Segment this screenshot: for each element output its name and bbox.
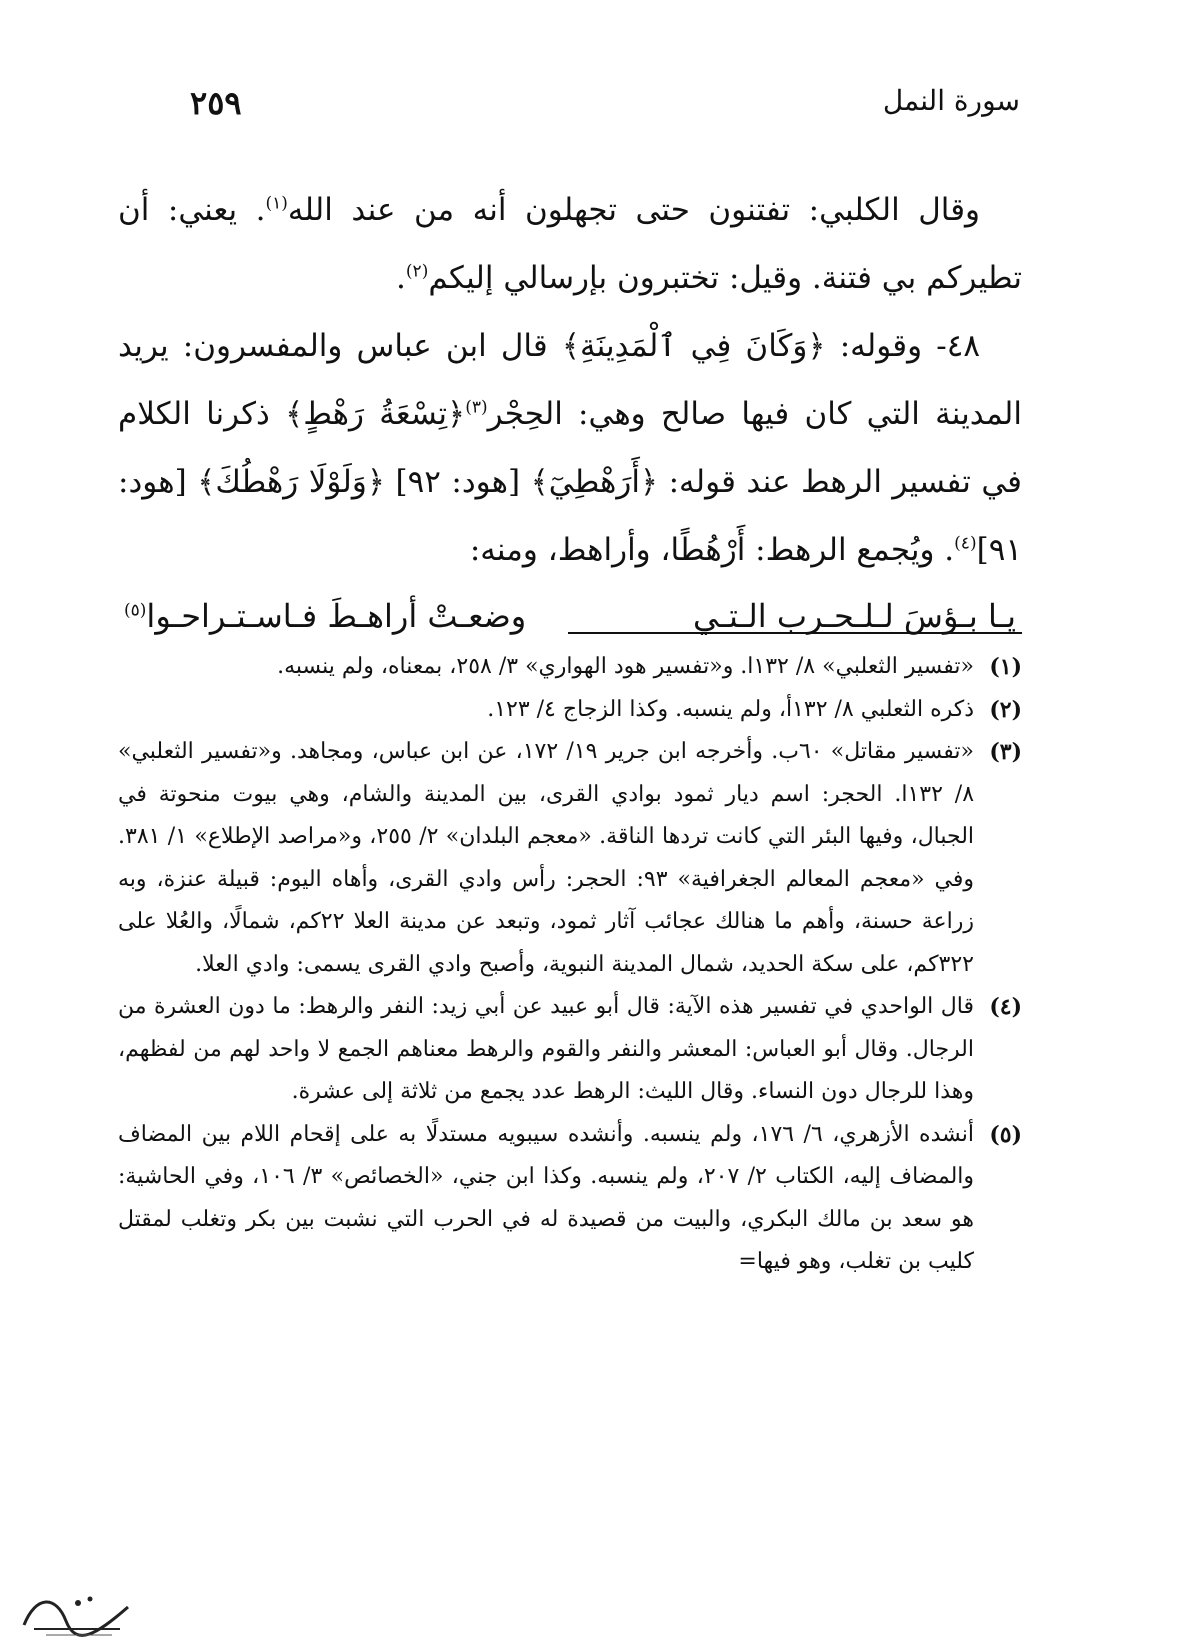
verse-second-hemistich: وضعـتْ أراهـطَ فـاسـتـراحـوا$^{(٥)}$ bbox=[124, 597, 527, 635]
verse-first-hemistich: يـا بـؤسَ لـلـحـرب الـتـي bbox=[692, 597, 1016, 635]
footnote-number: (٤) bbox=[989, 994, 1022, 1020]
page-header bbox=[190, 84, 1020, 128]
footnote-number: (١) bbox=[989, 654, 1022, 680]
footnote-ref: (٢) bbox=[405, 261, 429, 282]
footnote bbox=[118, 689, 1022, 732]
text-segment: ٤٨- وقوله: bbox=[825, 328, 980, 364]
quran-quote: ﴿وَلَوْلَا رَهْطُكَ﴾ bbox=[197, 464, 385, 500]
poetry-verse bbox=[118, 584, 1022, 654]
footnote-ref: (٥) bbox=[124, 600, 147, 621]
quran-quote: ﴿أَرَهْطِيٓ﴾ bbox=[530, 464, 659, 500]
text-segment: قال ابن عباس والمفسرون: يريد المدينة التي كان فيها صالح وهي: الحِجْر bbox=[118, 328, 1022, 432]
paragraph-kalbi bbox=[118, 176, 1022, 312]
footnote-number: (٢) bbox=[989, 696, 1022, 723]
running-title: سورة النمل bbox=[882, 84, 1020, 117]
text-segment: وقال الكلبي: تفتنون حتى تجهلون أنه من عند الله bbox=[287, 192, 980, 228]
footnote-ref: (١) bbox=[265, 193, 288, 214]
footnote-text: أنشده الأزهري، ٦/ ١٧٦، ولم ينسبه. وأنشده سيبويه مستدلًا به على إقحام اللام بين المضاف والمضاف إليه، الكتاب ٢/ ٢٠٧، ولم ينسبه. وكذا ابن جني، «الخصائص» ٣/ ١٠٦، وفي الحاشية: هو سعد بن مالك البكري، والبيت من قصيدة له في الحرب التي نشبت بين بكر وتغلب لمقتل كليب بن تغلب، وهو فيها= bbox=[118, 1121, 975, 1274]
footnote-number: (٥) bbox=[989, 1121, 1022, 1148]
publisher-logo-icon bbox=[16, 1585, 136, 1641]
footnote-text: قال الواحدي في تفسير هذه الآية: قال أبو عبيد عن أبي زيد: النفر والرهط: ما دون العشرة من الرجال. وقال أبو العباس: المعشر والنفر والقوم والرهط معناهم الجمع لا واحد لهم من لفظهم، وهذا للرجال دون النساء. وقال الليث: الرهط عدد يجمع من ثلاثة إلى عشرة. bbox=[118, 994, 974, 1104]
footnote-separator bbox=[568, 632, 1022, 634]
page-number: ٢٥٩ bbox=[190, 84, 242, 122]
text-segment: . يعني: أن تطيركم بي فتنة. وقيل: تختبرون بإرسالي إليكم bbox=[118, 192, 1022, 296]
footnote-ref: (٤) bbox=[954, 533, 977, 554]
quran-quote: ﴿تِسْعَةُ رَهْطٍ﴾ bbox=[285, 396, 466, 432]
footnote bbox=[118, 646, 1022, 689]
quran-quote: ﴿وَكَانَ فِي ٱلْمَدِينَةِ﴾ bbox=[561, 328, 826, 364]
text-segment: [هود: ٩٢] bbox=[385, 464, 531, 500]
text-segment: [هود: ٩١] bbox=[118, 464, 1022, 568]
paragraph-verse-48 bbox=[118, 312, 1022, 584]
footnote-number: (٣) bbox=[989, 739, 1022, 765]
text-segment: ذكرنا الكلام في تفسير الرهط عند قوله: bbox=[118, 396, 1022, 500]
footnote-text: ذكره الثعلبي ٨/ ١٣٢أ، ولم ينسبه. وكذا الزجاج ٤/ ١٢٣. bbox=[487, 696, 974, 722]
footnote-text: «تفسير مقاتل» ٦٠ب. وأخرجه ابن جرير ١٩/ ١٧٢، عن ابن عباس، ومجاهد. و«تفسير الثعلبي» ٨/ ١٣٢ا. الحجر: اسم ديار ثمود بوادي القرى، بين المدينة والشام، وهي بيوت منحوتة في الجبال، وفيها البئر التي كانت تردها الناقة. «معجم البلدان» ٢/ ٢٥٥، و«مراصد الإطلاع» ١/ ٣٨١. وفي «معجم المعالم الجغرافية» ٩٣: الحجر: رأس وادي القرى، وأهاه اليوم: قبيلة عنزة، وبه زراعة حسنة، وأهم ما هنالك عجائب آثار ثمود، وتبعد عن مدينة العلا ٢٢كم، شمالًا، والعُلا على ٣٢٢كم، على سكة الحديد، شمال المدينة النبوية، وأصبح وادي القرى يسمى: وادي العلا. bbox=[118, 739, 975, 977]
footnote-ref: (٣) bbox=[465, 397, 488, 418]
text-segment: . ويُجمع الرهط: أَرْهُطًا، وأراهط، ومنه: bbox=[469, 532, 955, 568]
footnote bbox=[118, 986, 1022, 1114]
footnotes bbox=[118, 646, 1022, 1284]
text-segment: . bbox=[396, 260, 406, 296]
footnote bbox=[118, 1114, 1022, 1284]
main-text bbox=[118, 176, 1022, 654]
footnote-text: «تفسير الثعلبي» ٨/ ١٣٢ا. و«تفسير هود الهواري» ٣/ ٢٥٨، بمعناه، ولم ينسبه. bbox=[277, 654, 974, 679]
footnote bbox=[118, 731, 1022, 986]
